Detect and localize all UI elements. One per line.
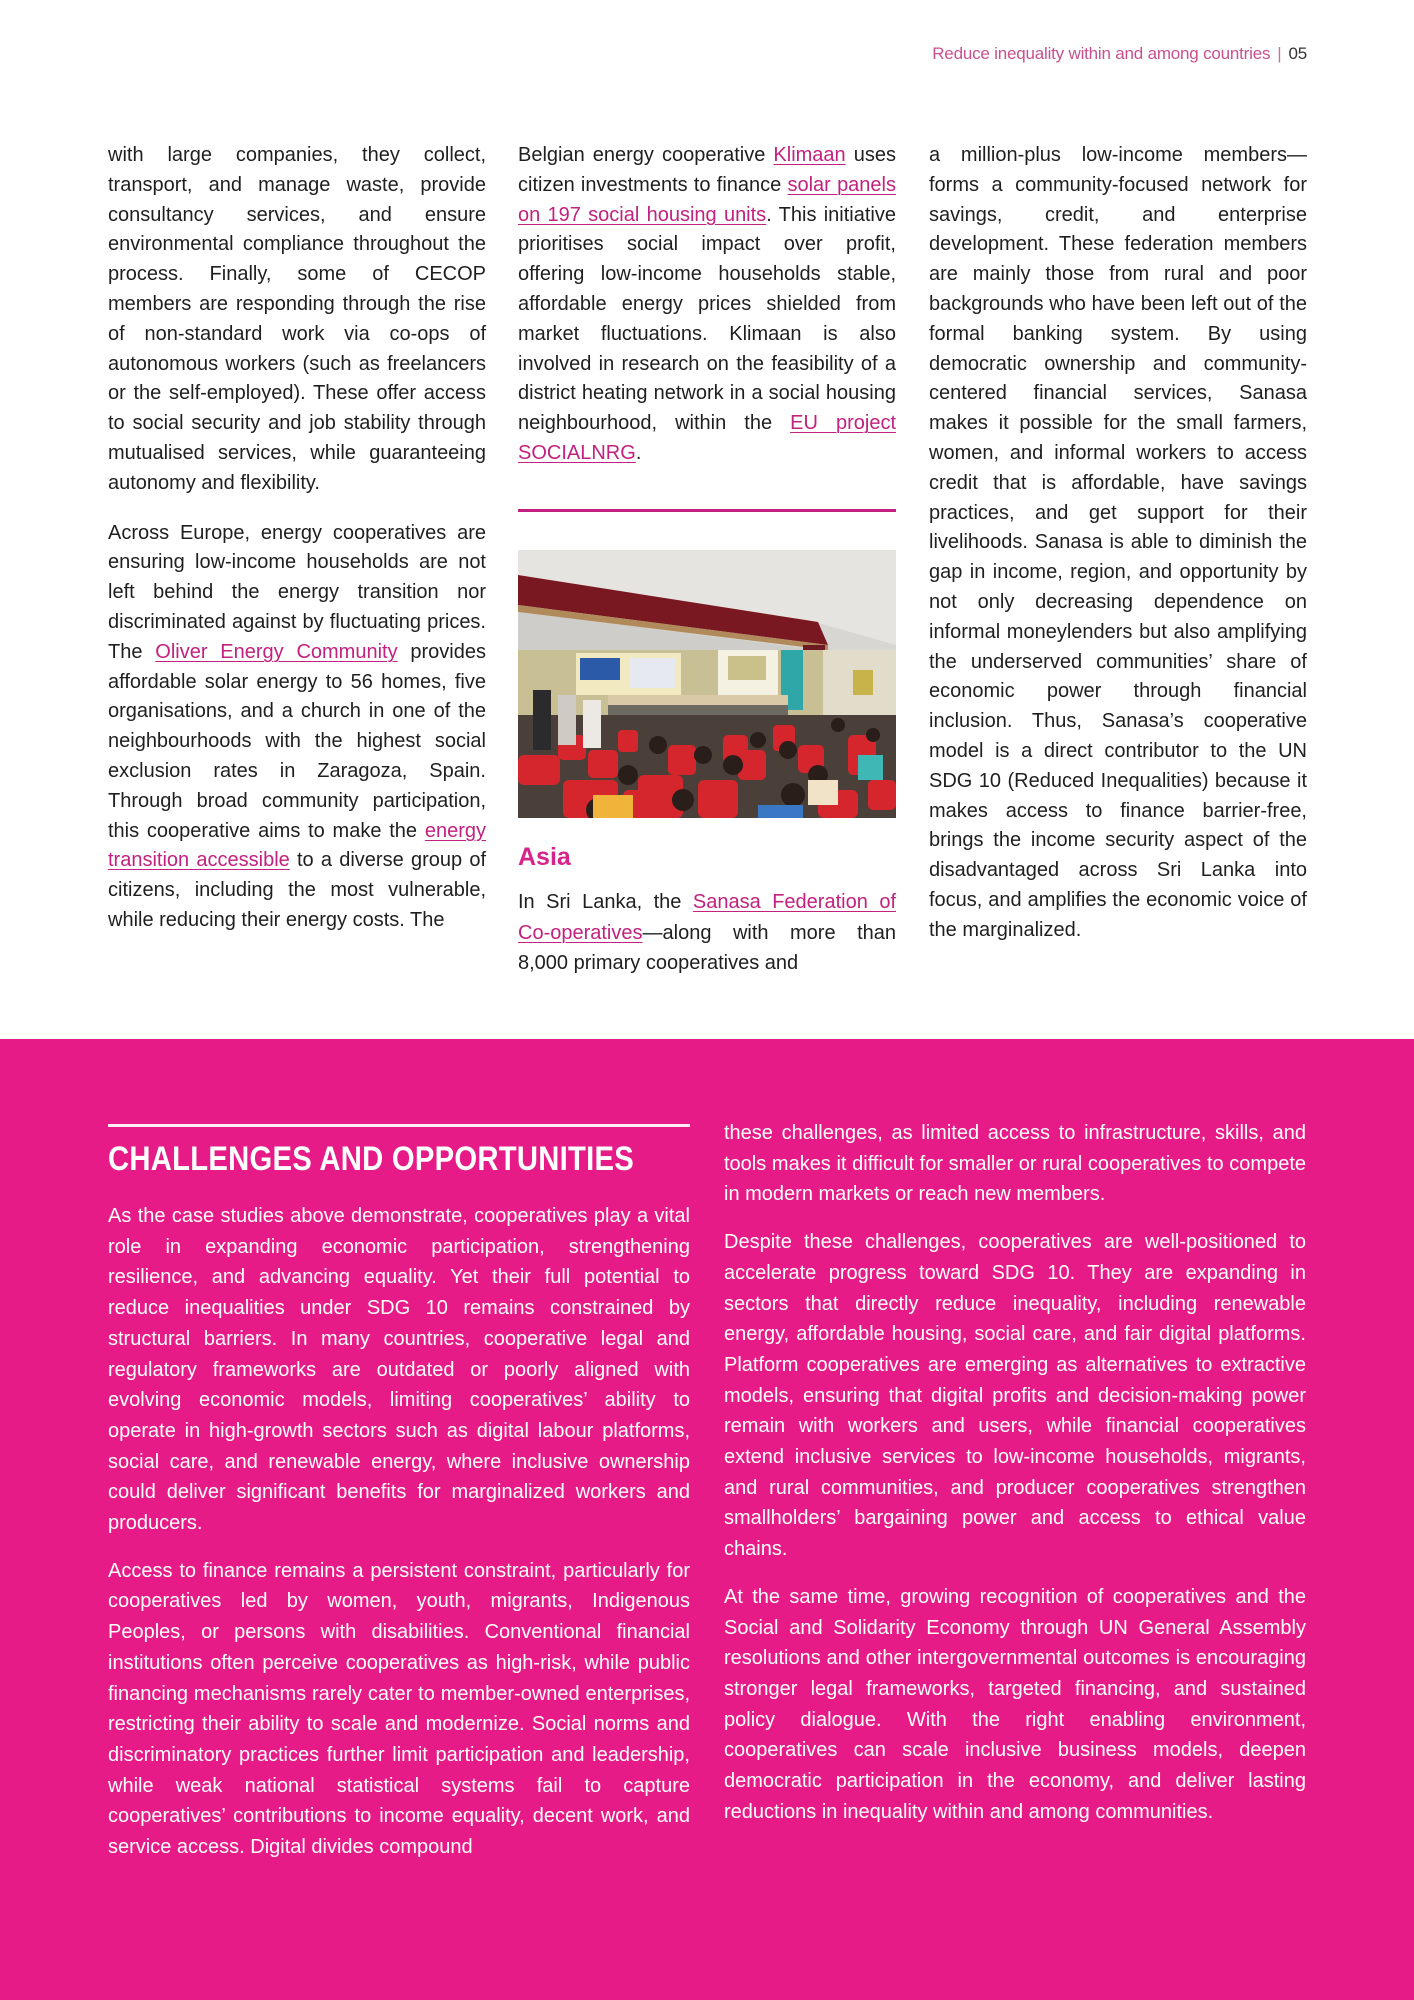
link-solar-panels[interactable]: solar panels on 197 social housing units bbox=[518, 173, 896, 226]
paragraph-sanasa: a million-plus low-income members—forms a community-focused network for savings, credit, and enterprise development. These federation members are mainly those from rural and poor backgrounds who have been left out of the formal banking system. By using democratic ownership and community-centered financial services, Sanasa makes it possible for the small farmers, women, and informal workers to access credit that is affordable, have savings practices, and get support for their livelihoods. Sanasa is able to diminish the gap in income, region, and opportunity by not only decreasing dependence on informal moneylenders but also amplifying the underserved communities’ share of economic power through financial inclusion. Thus, Sanasa’s cooperative model is a direct contributor to the UN SDG 10 (Reduced Inequalities) because it makes access to finance barrier-free, brings the income security aspect of the disadvantaged across Sri Lanka into focus, and amplifies the economic voice of the marginalized. bbox=[929, 144, 1307, 941]
page-number: 05 bbox=[1288, 44, 1307, 63]
paragraph-sri-lanka bbox=[518, 887, 896, 979]
section-title: CHALLENGES AND OPPORTUNITIES bbox=[108, 1140, 634, 1178]
paragraph-well-positioned: Despite these challenges, cooperatives are well-positioned to accelerate progress toward SDG 10. They are expanding in sectors that directly reduce inequality, including renewable energy, affordable housing, social care, and fair digital platforms. Platform cooperatives are emerging as alternatives to extractive models, ensuring that digital profits and decision-making power remain with workers and users, while financial cooperatives extend inclusive services to low-income households, migrants, and rural communities, and producer cooperatives strengthen smallholders’ bargaining power and access to ethical value chains. bbox=[724, 1231, 1306, 1561]
text-run: Across Europe, energy cooperatives are ensuring low-income households are not left behind the energy transition nor discriminated against by fluctuating prices. The bbox=[108, 521, 486, 663]
link-energy-transition-accessible[interactable]: energy transition accessible bbox=[108, 819, 486, 872]
text-run: —along with more than 8,000 primary cooperatives and bbox=[518, 921, 896, 974]
text-run: to a diverse group of citizens, including the most vulnerable, while reducing their energy costs. The bbox=[108, 849, 487, 931]
section-divider bbox=[518, 509, 896, 512]
photo-illustration bbox=[518, 550, 896, 818]
paragraph-access-to-finance: Access to finance remains a persistent constraint, particularly for cooperatives led by women, youth, migrants, Indigenous Peoples, or persons with disabilities. Conventional financial institutions often perceive cooperatives as high-risk, while public financing mechanisms rarely cater to member-owned enterprises, restricting their ability to scale and modernize. Social norms and discriminatory practices further limit participation and leadership, while weak national statistical systems fail to capture cooperatives’ contributions to income equality, decent work, and service access. Digital divides compound bbox=[108, 1559, 690, 1859]
challenges-right-column bbox=[724, 1118, 1306, 1844]
paragraph-growing-recognition: At the same time, growing recognition of cooperatives and the Social and Solidarity Economy through UN General Assembly resolutions and other intergovernmental outcomes is encouraging stronger legal frameworks, targeted financing, and sustained policy dialogue. With the right enabling environment, cooperatives can scale inclusive business models, deepen democratic participation in the economy, and deliver lasting reductions in inequality within and among communities. bbox=[724, 1585, 1306, 1823]
text-run: uses citizen investments to finance bbox=[518, 144, 896, 196]
paragraph-cecop: with large companies, they collect, transport, and manage waste, provide consultancy services, and ensure environmental compliance throughout the process. Finally, some of CECOP members are responding through the rise of non-standard work via co-ops of autonomous workers (such as freelancers or the self-employed). These offer access to social security and job stability through mutualised services, while guaranteeing autonomy and flexibility. bbox=[108, 144, 486, 494]
paragraph-digital-divides: these challenges, as limited access to infrastructure, skills, and tools makes it difficult for smaller or rural cooperatives to compete in modern markets or reach new members. bbox=[724, 1122, 1306, 1206]
text-run: . bbox=[635, 441, 642, 464]
challenges-left-column bbox=[108, 1201, 690, 1880]
header-separator: | bbox=[1277, 44, 1282, 63]
paragraph-klimaan bbox=[518, 141, 896, 469]
running-title: Reduce inequality within and among countries bbox=[932, 44, 1271, 63]
text-column-2 bbox=[518, 141, 896, 489]
asia-heading: Asia bbox=[518, 843, 571, 871]
running-header bbox=[932, 44, 1307, 64]
text-run: In Sri Lanka, the bbox=[518, 891, 693, 913]
paragraph-structural-barriers: As the case studies above demonstrate, cooperatives play a vital role in expanding economic participation, strengthening resilience, and advancing equality. Yet their full potential to reduce inequalities under SDG 10 remains constrained by structural barriers. In many countries, cooperative legal and regulatory frameworks are outdated or poorly aligned with evolving economic models, limiting cooperatives’ ability to operate in high-growth sectors such as digital labour platforms, social care, and renewable energy, where inclusive ownership could deliver significant benefits for marginalized workers and producers. bbox=[108, 1205, 690, 1535]
link-klimaan[interactable]: Klimaan bbox=[773, 144, 846, 166]
event-photo bbox=[518, 550, 896, 818]
text-column-3 bbox=[929, 141, 1307, 966]
text-column-1 bbox=[108, 141, 486, 956]
link-eu-project-socialnrg[interactable]: EU project SOCIALNRG bbox=[518, 412, 896, 464]
link-oliver-energy-community[interactable]: Oliver Energy Community bbox=[155, 640, 398, 663]
text-run: provides affordable solar energy to 56 homes, five organisations, and a church in one of the neighbourhoods with the highest social exclusion rates in Zaragoza, Spain. Through broad community participation, this cooperative aims to make the bbox=[108, 640, 486, 842]
link-sanasa-federation[interactable]: Sanasa Federation of Co-operatives bbox=[518, 891, 896, 944]
heading-rule bbox=[108, 1124, 690, 1127]
paragraph-energy-europe bbox=[108, 519, 486, 936]
text-run: . This initiative prioritises social impact over profit, offering low-income households stable, affordable energy prices shielded from market fluctuations. Klimaan is also involved in research on the feasibility of a district heating network in a social housing neighbourhood, within the bbox=[518, 203, 896, 435]
text-run: Belgian energy cooperative bbox=[518, 144, 774, 166]
